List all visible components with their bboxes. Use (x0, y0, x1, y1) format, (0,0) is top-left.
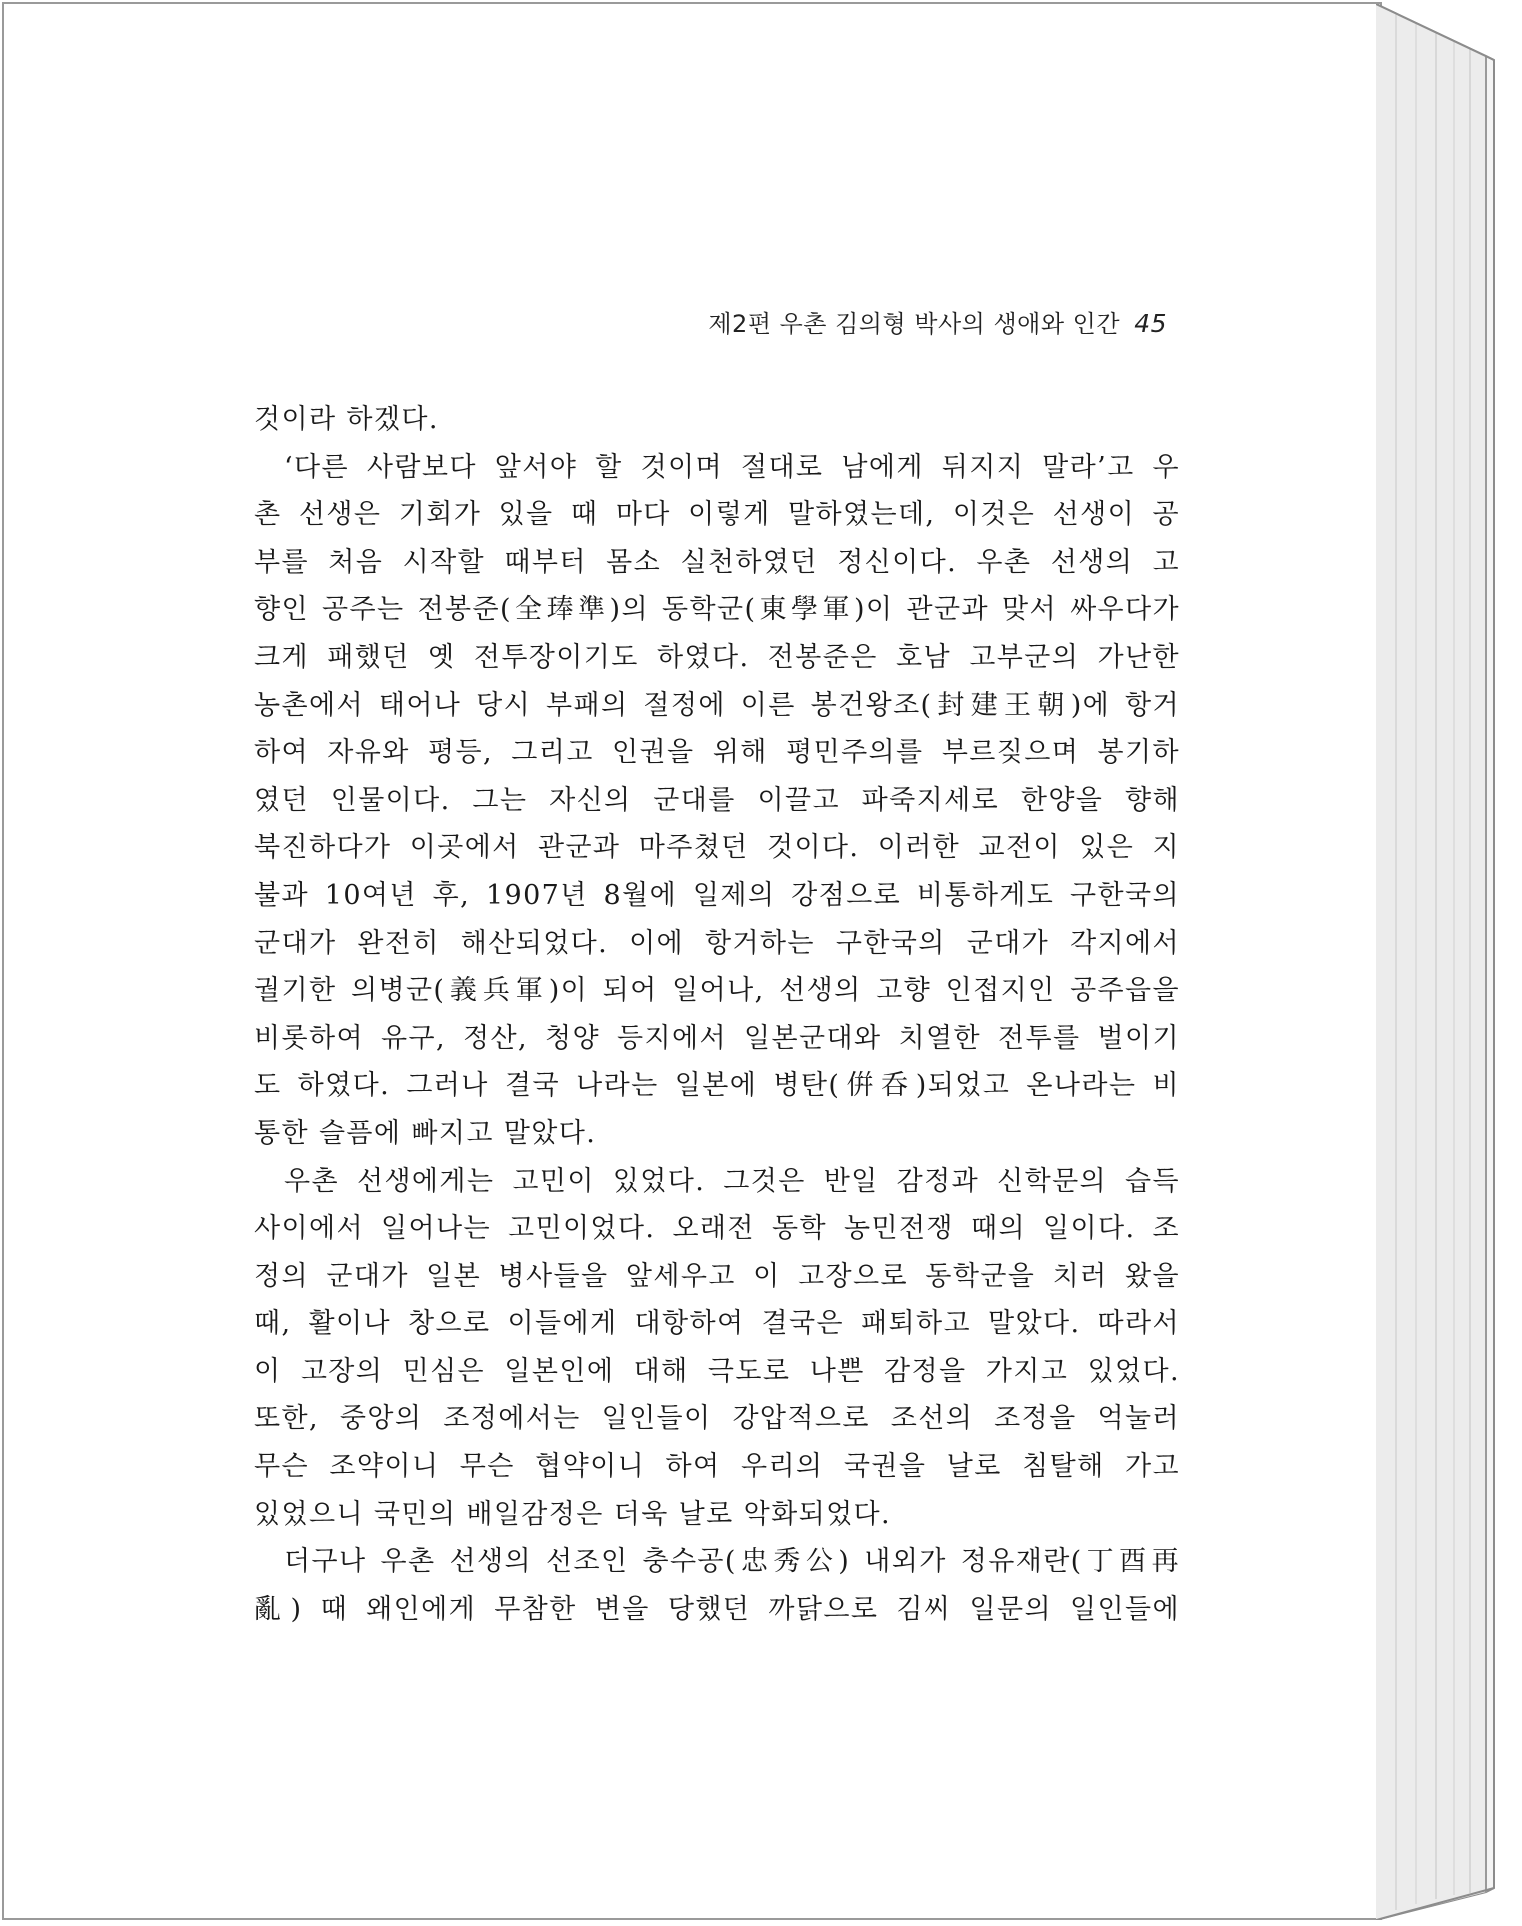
text-line: 때, 활이나 창으로 이들에게 대항하여 결국은 패퇴하고 말았다. 따라서 (254, 1308, 1180, 1340)
text-line: 무슨 조약이니 무슨 협약이니 하여 우리의 국권을 날로 침탈해 가고 (254, 1451, 1180, 1483)
text-line: 크게 패했던 옛 전투장이기도 하였다. 전봉준은 호남 고부군의 가난한 (254, 641, 1180, 673)
text-line: 비롯하여 유구, 정산, 청양 등지에서 일본군대와 치열한 전투를 벌이기 (254, 1022, 1180, 1054)
text-line: 정의 군대가 일본 병사들을 앞세우고 이 고장으로 동학군을 치러 왔을 (254, 1260, 1180, 1292)
text-line: 우촌 선생에게는 고민이 있었다. 그것은 반일 감정과 신학문의 습득 (284, 1165, 1180, 1197)
text-line: 군대가 완전히 해산되었다. 이에 항거하는 구한국의 군대가 각지에서 (254, 927, 1180, 959)
text-line: 통한 슬픔에 빠지고 말았다. (254, 1117, 597, 1149)
text-line: 궐기한 의병군(義兵軍)이 되어 일어나, 선생의 고향 인접지인 공주읍을 (254, 975, 1180, 1007)
book-page-edges (1376, 4, 1506, 1920)
page-number: 45 (1134, 309, 1167, 338)
running-header-title: 제2편 우촌 김의형 박사의 생애와 인간 (708, 310, 1121, 338)
text-line: 더구나 우촌 선생의 선조인 충수공(忠秀公) 내외가 정유재란(丁酉再 (284, 1546, 1180, 1578)
text-line: 불과 10여년 후, 1907년 8월에 일제의 강점으로 비통하게도 구한국의 (254, 879, 1180, 911)
text-line: 하여 자유와 평등, 그리고 인권을 위해 평민주의를 부르짖으며 봉기하 (254, 737, 1180, 769)
text-line: 북진하다가 이곳에서 관군과 마주쳤던 것이다. 이러한 교전이 있은 지 (254, 832, 1180, 864)
text-line: 향인 공주는 전봉준(全琫準)의 동학군(東學軍)이 관군과 맞서 싸우다가 (254, 594, 1180, 626)
text-line: 촌 선생은 기회가 있을 때 마다 이렇게 말하였는데, 이것은 선생이 공 (254, 499, 1180, 531)
body-text (254, 396, 1180, 1633)
text-line: 이 고장의 민심은 일본인에 대해 극도로 나쁜 감정을 가지고 있었다. (254, 1355, 1180, 1387)
text-line: 도 하였다. 그러나 결국 나라는 일본에 병탄(倂呑)되었고 온나라는 비 (254, 1070, 1180, 1102)
text-line: 또한, 중앙의 조정에서는 일인들이 강압적으로 조선의 조정을 억눌러 (254, 1403, 1180, 1435)
running-header (708, 304, 1167, 339)
text-line: 부를 처음 시작할 때부터 몸소 실천하였던 정신이다. 우촌 선생의 고 (254, 546, 1180, 578)
text-line: 것이라 하겠다. (254, 404, 439, 435)
text-line: 농촌에서 태어나 당시 부패의 절정에 이른 봉건왕조(封建王朝)에 항거 (254, 689, 1180, 721)
text-line: 였던 인물이다. 그는 자신의 군대를 이끌고 파죽지세로 한양을 향해 (254, 784, 1180, 816)
text-line: 亂) 때 왜인에게 무참한 변을 당했던 까닭으로 김씨 일문의 일인들에 (254, 1593, 1180, 1625)
text-line: ‘다른 사람보다 앞서야 할 것이며 절대로 남에게 뒤지지 말라’고 우 (284, 451, 1180, 483)
text-line: 있었으니 국민의 배일감정은 더욱 날로 악화되었다. (254, 1498, 892, 1530)
text-line: 사이에서 일어나는 고민이었다. 오래전 동학 농민전쟁 때의 일이다. 조 (254, 1213, 1180, 1245)
